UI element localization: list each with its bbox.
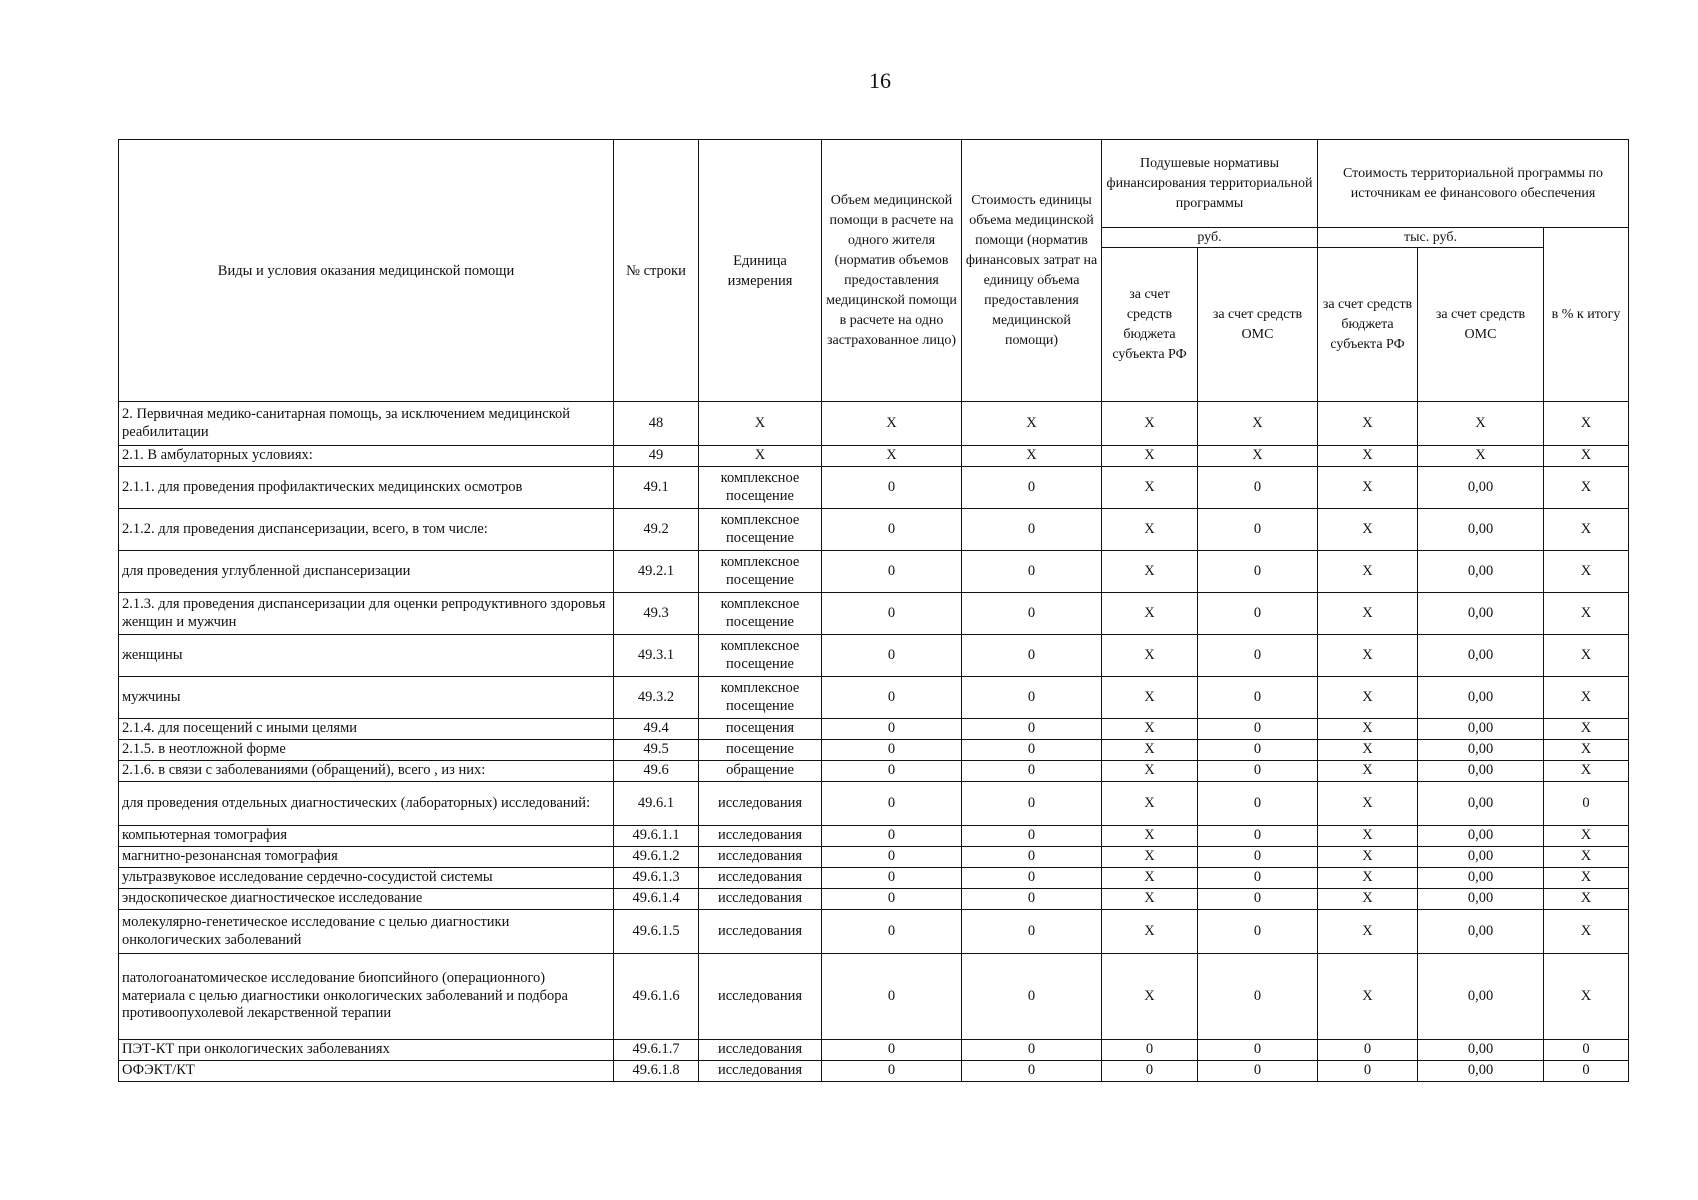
row-percent: X xyxy=(1544,889,1629,910)
row-norm-budget: X xyxy=(1102,446,1198,467)
row-program-budget: X xyxy=(1318,551,1418,593)
row-name: ПЭТ-КТ при онкологических заболеваниях xyxy=(119,1040,614,1061)
row-norm-oms: 0 xyxy=(1198,1061,1318,1082)
row-norm-budget: X xyxy=(1102,740,1198,761)
table-row xyxy=(119,910,1629,954)
row-percent: X xyxy=(1544,677,1629,719)
row-unit: исследования xyxy=(699,868,822,889)
row-norm-oms: 0 xyxy=(1198,1040,1318,1061)
row-name: для проведения отдельных диагностических (лабораторных) исследований: xyxy=(119,782,614,826)
table-row xyxy=(119,509,1629,551)
row-program-budget: X xyxy=(1318,910,1418,954)
table-row xyxy=(119,1061,1629,1082)
row-program-budget: X xyxy=(1318,593,1418,635)
row-volume: 0 xyxy=(822,740,962,761)
header-program-budget: за счет средств бюджета субъекта РФ xyxy=(1318,248,1418,402)
row-volume: 0 xyxy=(822,1061,962,1082)
row-norm-oms: 0 xyxy=(1198,719,1318,740)
row-program-oms: 0,00 xyxy=(1418,509,1544,551)
row-name: патологоанатомическое исследование биопсийного (операционного) материала с целью диагностики онкологических заболеваний и подбора противоопухолевой лекарственной терапии xyxy=(119,954,614,1040)
row-percent: X xyxy=(1544,446,1629,467)
row-norm-budget: X xyxy=(1102,677,1198,719)
row-name: ОФЭКТ/КТ xyxy=(119,1061,614,1082)
row-cost: 0 xyxy=(962,1061,1102,1082)
row-unit: комплексное посещение xyxy=(699,635,822,677)
row-norm-oms: 0 xyxy=(1198,847,1318,868)
budget-table xyxy=(118,139,1629,1082)
table-row xyxy=(119,551,1629,593)
table-row xyxy=(119,446,1629,467)
row-percent: 0 xyxy=(1544,1061,1629,1082)
row-program-budget: X xyxy=(1318,509,1418,551)
row-name: 2.1.3. для проведения диспансеризации для оценки репродуктивного здоровья женщин и мужчин xyxy=(119,593,614,635)
row-program-oms: 0,00 xyxy=(1418,782,1544,826)
row-unit: исследования xyxy=(699,782,822,826)
table-row xyxy=(119,889,1629,910)
row-program-oms: 0,00 xyxy=(1418,868,1544,889)
row-volume: 0 xyxy=(822,467,962,509)
row-norm-oms: 0 xyxy=(1198,826,1318,847)
header-thous-rub: тыс. руб. xyxy=(1318,228,1544,248)
row-norm-budget: X xyxy=(1102,868,1198,889)
header-percent: в % к итогу xyxy=(1544,228,1629,402)
row-unit: комплексное посещение xyxy=(699,593,822,635)
header-row-no: № строки xyxy=(614,140,699,402)
row-norm-budget: X xyxy=(1102,782,1198,826)
row-volume: 0 xyxy=(822,782,962,826)
row-number: 49 xyxy=(614,446,699,467)
header-cost: Стоимость единицы объема медицинской помощи (норматив финансовых затрат на единицу объема предоставления медицинской помощи) xyxy=(962,140,1102,402)
row-number: 48 xyxy=(614,402,699,446)
row-cost: 0 xyxy=(962,761,1102,782)
row-cost: 0 xyxy=(962,782,1102,826)
row-unit: исследования xyxy=(699,910,822,954)
row-program-oms: X xyxy=(1418,446,1544,467)
row-program-budget: X xyxy=(1318,761,1418,782)
table-row xyxy=(119,826,1629,847)
header-rub: руб. xyxy=(1102,228,1318,248)
row-percent: X xyxy=(1544,402,1629,446)
row-volume: 0 xyxy=(822,719,962,740)
row-volume: 0 xyxy=(822,635,962,677)
row-number: 49.6.1.8 xyxy=(614,1061,699,1082)
row-percent: X xyxy=(1544,740,1629,761)
row-norm-oms: X xyxy=(1198,446,1318,467)
header-norm-oms: за счет средств ОМС xyxy=(1198,248,1318,402)
row-norm-oms: 0 xyxy=(1198,954,1318,1040)
row-program-oms: 0,00 xyxy=(1418,954,1544,1040)
row-volume: 0 xyxy=(822,847,962,868)
row-unit: посещения xyxy=(699,719,822,740)
row-norm-budget: X xyxy=(1102,467,1198,509)
row-cost: 0 xyxy=(962,889,1102,910)
table-row xyxy=(119,635,1629,677)
row-volume: 0 xyxy=(822,889,962,910)
row-program-oms: X xyxy=(1418,402,1544,446)
table-row xyxy=(119,402,1629,446)
row-norm-budget: X xyxy=(1102,551,1198,593)
header-program-oms: за счет средств ОМС xyxy=(1418,248,1544,402)
row-norm-budget: X xyxy=(1102,954,1198,1040)
row-unit: комплексное посещение xyxy=(699,467,822,509)
row-cost: 0 xyxy=(962,910,1102,954)
row-percent: X xyxy=(1544,954,1629,1040)
row-name: для проведения углубленной диспансеризации xyxy=(119,551,614,593)
row-volume: 0 xyxy=(822,551,962,593)
row-unit: исследования xyxy=(699,847,822,868)
row-cost: 0 xyxy=(962,467,1102,509)
table-row xyxy=(119,740,1629,761)
row-name: 2.1.2. для проведения диспансеризации, всего, в том числе: xyxy=(119,509,614,551)
row-percent: X xyxy=(1544,551,1629,593)
row-program-budget: X xyxy=(1318,446,1418,467)
row-unit: X xyxy=(699,446,822,467)
row-norm-oms: X xyxy=(1198,402,1318,446)
row-number: 49.6.1.7 xyxy=(614,1040,699,1061)
row-unit: обращение xyxy=(699,761,822,782)
row-percent: X xyxy=(1544,635,1629,677)
row-number: 49.6 xyxy=(614,761,699,782)
row-number: 49.3 xyxy=(614,593,699,635)
row-program-oms: 0,00 xyxy=(1418,677,1544,719)
row-program-budget: 0 xyxy=(1318,1040,1418,1061)
table-row xyxy=(119,782,1629,826)
row-volume: 0 xyxy=(822,761,962,782)
row-program-budget: X xyxy=(1318,954,1418,1040)
row-number: 49.5 xyxy=(614,740,699,761)
row-program-budget: X xyxy=(1318,402,1418,446)
row-norm-oms: 0 xyxy=(1198,467,1318,509)
row-name: молекулярно-генетическое исследование с целью диагностики онкологических заболеваний xyxy=(119,910,614,954)
row-percent: X xyxy=(1544,467,1629,509)
row-unit: исследования xyxy=(699,954,822,1040)
row-name: 2.1.1. для проведения профилактических медицинских осмотров xyxy=(119,467,614,509)
row-number: 49.6.1.6 xyxy=(614,954,699,1040)
row-cost: 0 xyxy=(962,1040,1102,1061)
row-norm-budget: 0 xyxy=(1102,1061,1198,1082)
table-row xyxy=(119,1040,1629,1061)
row-norm-budget: X xyxy=(1102,402,1198,446)
row-cost: 0 xyxy=(962,740,1102,761)
row-percent: 0 xyxy=(1544,1040,1629,1061)
row-volume: 0 xyxy=(822,593,962,635)
row-unit: исследования xyxy=(699,826,822,847)
row-program-oms: 0,00 xyxy=(1418,740,1544,761)
row-percent: X xyxy=(1544,826,1629,847)
row-number: 49.6.1 xyxy=(614,782,699,826)
table-header xyxy=(119,140,1629,402)
row-program-budget: X xyxy=(1318,868,1418,889)
row-number: 49.6.1.5 xyxy=(614,910,699,954)
row-unit: исследования xyxy=(699,1061,822,1082)
row-unit: X xyxy=(699,402,822,446)
row-number: 49.3.1 xyxy=(614,635,699,677)
row-program-oms: 0,00 xyxy=(1418,1040,1544,1061)
row-norm-oms: 0 xyxy=(1198,889,1318,910)
row-name: 2.1.4. для посещений с иными целями xyxy=(119,719,614,740)
row-norm-oms: 0 xyxy=(1198,740,1318,761)
row-percent: X xyxy=(1544,761,1629,782)
row-norm-oms: 0 xyxy=(1198,910,1318,954)
row-name: 2. Первичная медико-санитарная помощь, за исключением медицинской реабилитации xyxy=(119,402,614,446)
row-program-budget: X xyxy=(1318,740,1418,761)
row-program-oms: 0,00 xyxy=(1418,826,1544,847)
header-program-cost: Стоимость территориальной программы по источникам ее финансового обеспечения xyxy=(1318,140,1629,228)
table-row xyxy=(119,847,1629,868)
header-volume: Объем медицинской помощи в расчете на одного жителя (норматив объемов предоставления медицинской помощи в расчете на одно застрахованное лицо) xyxy=(822,140,962,402)
row-name: эндоскопическое диагностическое исследование xyxy=(119,889,614,910)
row-percent: 0 xyxy=(1544,782,1629,826)
row-norm-budget: 0 xyxy=(1102,1040,1198,1061)
header-unit: Единица измерения xyxy=(699,140,822,402)
row-number: 49.6.1.1 xyxy=(614,826,699,847)
row-norm-budget: X xyxy=(1102,826,1198,847)
row-name: женщины xyxy=(119,635,614,677)
page-number: 16 xyxy=(869,68,891,93)
row-program-oms: 0,00 xyxy=(1418,551,1544,593)
row-program-budget: 0 xyxy=(1318,1061,1418,1082)
row-program-oms: 0,00 xyxy=(1418,593,1544,635)
row-volume: 0 xyxy=(822,910,962,954)
table-row xyxy=(119,868,1629,889)
row-unit: исследования xyxy=(699,1040,822,1061)
row-unit: комплексное посещение xyxy=(699,509,822,551)
row-program-oms: 0,00 xyxy=(1418,910,1544,954)
row-percent: X xyxy=(1544,593,1629,635)
row-program-oms: 0,00 xyxy=(1418,761,1544,782)
row-norm-oms: 0 xyxy=(1198,593,1318,635)
row-percent: X xyxy=(1544,847,1629,868)
row-cost: 0 xyxy=(962,954,1102,1040)
row-cost: 0 xyxy=(962,593,1102,635)
row-cost: 0 xyxy=(962,635,1102,677)
row-name: 2.1.5. в неотложной форме xyxy=(119,740,614,761)
row-norm-oms: 0 xyxy=(1198,635,1318,677)
table-row xyxy=(119,761,1629,782)
row-number: 49.1 xyxy=(614,467,699,509)
row-cost: 0 xyxy=(962,509,1102,551)
row-norm-oms: 0 xyxy=(1198,868,1318,889)
row-cost: X xyxy=(962,446,1102,467)
row-volume: 0 xyxy=(822,677,962,719)
row-norm-budget: X xyxy=(1102,635,1198,677)
row-percent: X xyxy=(1544,868,1629,889)
row-program-oms: 0,00 xyxy=(1418,847,1544,868)
row-program-budget: X xyxy=(1318,677,1418,719)
row-program-oms: 0,00 xyxy=(1418,1061,1544,1082)
row-program-oms: 0,00 xyxy=(1418,889,1544,910)
table-row xyxy=(119,467,1629,509)
row-program-oms: 0,00 xyxy=(1418,635,1544,677)
row-norm-budget: X xyxy=(1102,509,1198,551)
row-norm-budget: X xyxy=(1102,847,1198,868)
row-cost: 0 xyxy=(962,677,1102,719)
row-name: магнитно-резонансная томография xyxy=(119,847,614,868)
row-norm-oms: 0 xyxy=(1198,509,1318,551)
row-program-budget: X xyxy=(1318,847,1418,868)
row-unit: комплексное посещение xyxy=(699,551,822,593)
row-name: мужчины xyxy=(119,677,614,719)
row-norm-oms: 0 xyxy=(1198,761,1318,782)
row-program-budget: X xyxy=(1318,467,1418,509)
row-percent: X xyxy=(1544,509,1629,551)
row-cost: 0 xyxy=(962,826,1102,847)
row-program-budget: X xyxy=(1318,719,1418,740)
row-norm-budget: X xyxy=(1102,593,1198,635)
header-norm-budget: за счет средств бюджета субъекта РФ xyxy=(1102,248,1198,402)
row-volume: 0 xyxy=(822,868,962,889)
row-unit: исследования xyxy=(699,889,822,910)
row-cost: X xyxy=(962,402,1102,446)
table-body xyxy=(119,402,1629,1082)
row-cost: 0 xyxy=(962,719,1102,740)
row-program-budget: X xyxy=(1318,635,1418,677)
row-program-oms: 0,00 xyxy=(1418,467,1544,509)
row-norm-oms: 0 xyxy=(1198,677,1318,719)
row-volume: 0 xyxy=(822,954,962,1040)
row-norm-budget: X xyxy=(1102,761,1198,782)
row-norm-budget: X xyxy=(1102,719,1198,740)
row-norm-oms: 0 xyxy=(1198,782,1318,826)
row-norm-budget: X xyxy=(1102,889,1198,910)
row-norm-oms: 0 xyxy=(1198,551,1318,593)
row-program-oms: 0,00 xyxy=(1418,719,1544,740)
row-name: компьютерная томография xyxy=(119,826,614,847)
row-number: 49.6.1.2 xyxy=(614,847,699,868)
row-program-budget: X xyxy=(1318,782,1418,826)
row-program-budget: X xyxy=(1318,826,1418,847)
row-unit: комплексное посещение xyxy=(699,677,822,719)
table-row xyxy=(119,719,1629,740)
row-volume: X xyxy=(822,446,962,467)
row-name: 2.1. В амбулаторных условиях: xyxy=(119,446,614,467)
row-volume: X xyxy=(822,402,962,446)
row-number: 49.2 xyxy=(614,509,699,551)
row-volume: 0 xyxy=(822,509,962,551)
row-cost: 0 xyxy=(962,551,1102,593)
header-norms: Подушевые нормативы финансирования территориальной программы xyxy=(1102,140,1318,228)
row-norm-budget: X xyxy=(1102,910,1198,954)
table-row xyxy=(119,593,1629,635)
row-number: 49.3.2 xyxy=(614,677,699,719)
row-number: 49.6.1.4 xyxy=(614,889,699,910)
table-row xyxy=(119,954,1629,1040)
row-number: 49.6.1.3 xyxy=(614,868,699,889)
row-volume: 0 xyxy=(822,826,962,847)
row-percent: X xyxy=(1544,910,1629,954)
row-name: 2.1.6. в связи с заболеваниями (обращений), всего , из них: xyxy=(119,761,614,782)
row-unit: посещение xyxy=(699,740,822,761)
table-row xyxy=(119,677,1629,719)
header-kind: Виды и условия оказания медицинской помощи xyxy=(119,140,614,402)
row-cost: 0 xyxy=(962,847,1102,868)
row-number: 49.4 xyxy=(614,719,699,740)
row-program-budget: X xyxy=(1318,889,1418,910)
row-percent: X xyxy=(1544,719,1629,740)
row-name: ультразвуковое исследование сердечно-сосудистой системы xyxy=(119,868,614,889)
row-number: 49.2.1 xyxy=(614,551,699,593)
row-cost: 0 xyxy=(962,868,1102,889)
row-volume: 0 xyxy=(822,1040,962,1061)
